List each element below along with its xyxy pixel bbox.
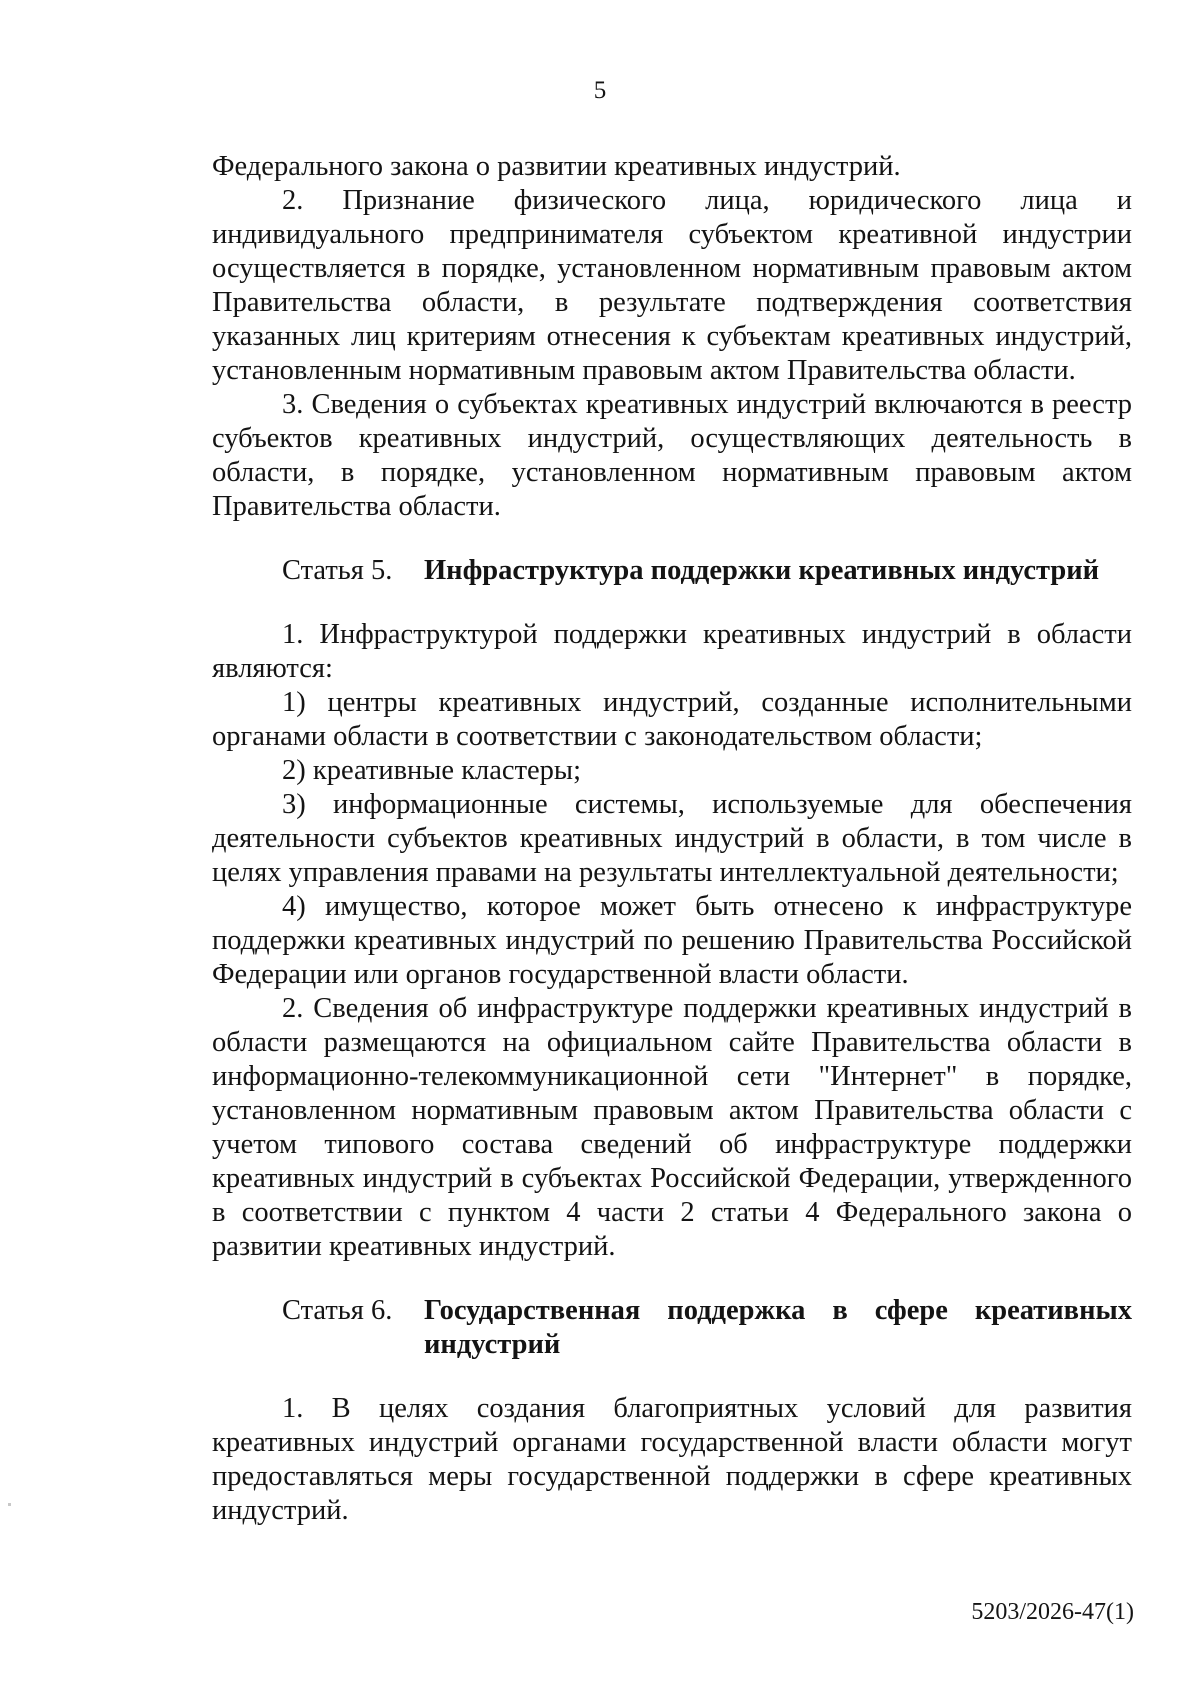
- document-code: 5203/2026-47(1): [971, 1599, 1134, 1625]
- paragraph: Федерального закона о развитии креативных индустрий.: [212, 151, 901, 182]
- article-title: Государственная поддержка в сфере креативных индустрий: [424, 1295, 1132, 1360]
- paragraph: 1) центры креативных индустрий, созданные исполнительными органами области в соответствии с законодательством области;: [212, 687, 1132, 752]
- paragraph: 2. Признание физического лица, юридического лица и индивидуального предпринимателя субъектом креативной индустрии осуществляется в порядке, установленном нормативным правовым актом Правительства области, в результате подтверждения соответствия указанных лиц критериям отнесения к субъектам креативных индустрий, установленным нормативным правовым актом Правительства области.: [212, 185, 1132, 386]
- paragraph: 1. Инфраструктурой поддержки креативных индустрий в области являются:: [212, 619, 1132, 684]
- paragraph: 3. Сведения о субъектах креативных индустрий включаются в реестр субъектов креативных индустрий, осуществляющих деятельность в области, в порядке, установленном нормативным правовым актом Правительства области.: [212, 389, 1132, 522]
- paragraph: 1. В целях создания благоприятных условий для развития креативных индустрий органами государственной власти области могут предоставляться меры государственной поддержки в сфере креативных индустрий.: [212, 1393, 1132, 1526]
- paragraph: 4) имущество, которое может быть отнесено к инфраструктуре поддержки креативных индустрий по решению Правительства Российской Федерации или органов государственной власти области.: [212, 891, 1132, 990]
- article-number: Статья 5.: [282, 555, 393, 586]
- paragraph: 3) информационные системы, используемые для обеспечения деятельности субъектов креативных индустрий в области, в том числе в целях управления правами на результаты интеллектуальной деятельности;: [212, 789, 1132, 888]
- paragraph: 2) креативные кластеры;: [282, 755, 581, 786]
- page-number: 5: [593, 77, 607, 104]
- article-title: Инфраструктура поддержки креативных индустрий: [424, 555, 1100, 586]
- paragraph: 2. Сведения об инфраструктуре поддержки креативных индустрий в области размещаются на официальном сайте Правительства области в информационно-телекоммуникационной сети "Интернет" в порядке, установленном нормативным правовым актом Правительства области с учетом типового состава сведений об инфраструктуре поддержки креативных индустрий в субъектах Российской Федерации, утвержденного в соответствии с пунктом 4 части 2 статьи 4 Федерального закона о развитии креативных индустрий.: [212, 993, 1132, 1262]
- article-number: Статья 6.: [282, 1295, 393, 1326]
- scan-artifact: [8, 1503, 11, 1506]
- article-5-heading: [212, 554, 1132, 588]
- document-body: [212, 150, 1132, 1528]
- article-6-heading: [212, 1294, 1132, 1362]
